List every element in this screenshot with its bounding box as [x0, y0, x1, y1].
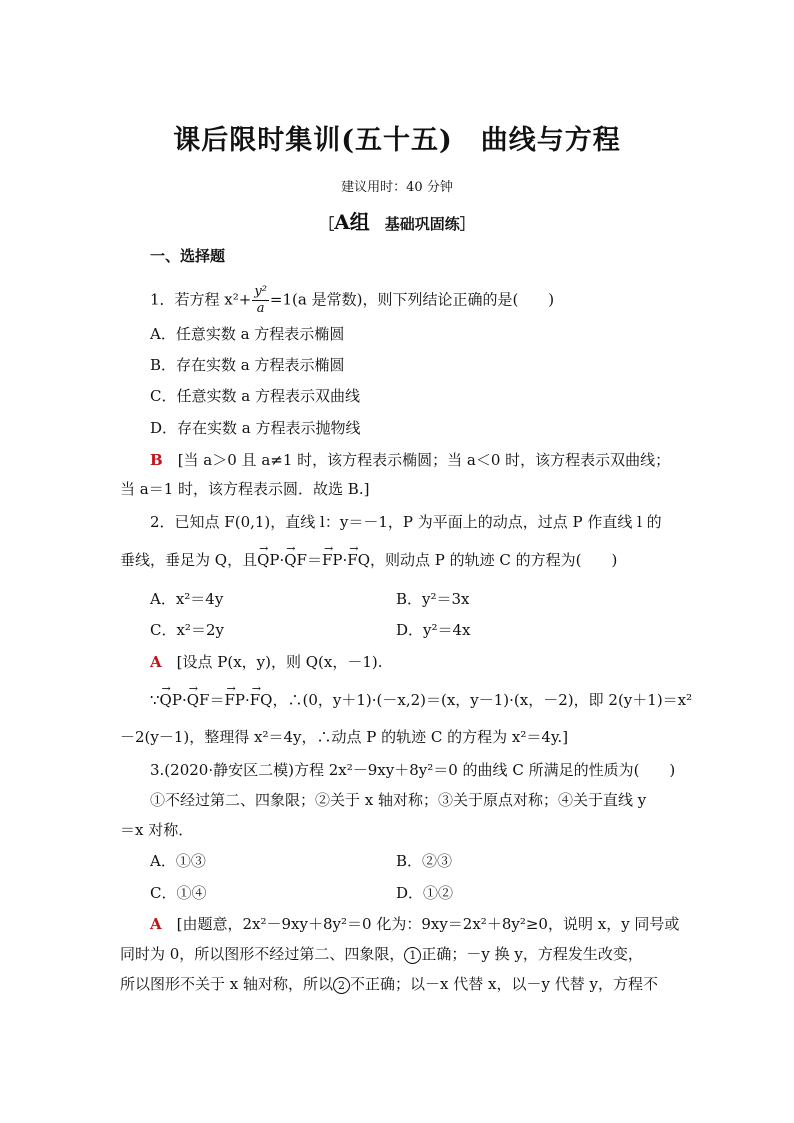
option-b: B．②③	[396, 852, 453, 870]
option-c: C．任意实数 a 方程表示双曲线	[150, 387, 360, 405]
answer-letter: A	[150, 653, 162, 671]
question-3: 3.(2020·静安区二模)方程 2x²－9xy＋8y²＝0 的曲线 C 所满足的性质为( )	[150, 761, 676, 779]
circled-number: 2	[333, 977, 350, 994]
option-d: D．①②	[396, 884, 454, 902]
option-b: B．存在实数 a 方程表示椭圆	[150, 356, 345, 374]
answer-1: B [当 a＞0 且 a≠1 时，该方程表示椭圆；当 a＜0 时，该方程表示双曲线；	[150, 451, 671, 469]
question-2-cont: 垂线，垂足为 Q，且→ QP·→ QF＝→ FP·→ FQ，则动点 P 的轨迹 C 的方程为( )	[120, 550, 617, 570]
option-a: A．x²＝4y	[150, 590, 224, 608]
option-a: A．任意实数 a 方程表示椭圆	[150, 325, 345, 343]
time-note: 建议用时：40 分钟	[341, 180, 453, 195]
page-title: 课后限时集训(五十五) 曲线与方程	[173, 125, 621, 156]
option-c: C．x²＝2y	[150, 621, 224, 639]
option-d: D．存在实数 a 方程表示抛物线	[150, 419, 361, 437]
answer-3-cont: 同时为 0，所以图形不经过第二、四象限， 1 正确；－y 换 y，方程发生改变，	[120, 945, 643, 963]
circled-number: 1	[404, 947, 421, 964]
answer-letter: B	[150, 451, 163, 469]
question-3-cont: ①不经过第二、四象限；②关于 x 轴对称；③关于原点对称；④关于直线 y	[150, 791, 647, 809]
question-1: 1．若方程 x²+ $\frac{\text{y²}}{a}$ =1(a 是常数)，则下列结论正确的是( )	[150, 284, 555, 316]
option-d: D．y²＝4x	[396, 621, 471, 639]
answer-2-cont2: －2(y－1)，整理得 x²＝4y，∴动点 P 的轨迹 C 的方程为 x²＝4y.]	[120, 728, 569, 746]
answer-3-cont2: 所以图形不关于 x 轴对称，所以 2 不正确；以－x 代替 x，以－y 代替 y，方程不	[120, 975, 658, 993]
answer-1-cont: 当 a＝1 时，该方程表示圆．故选 B.]	[120, 480, 370, 498]
question-3-cont2: ＝x 对称．	[120, 821, 194, 839]
question-2: 2．已知点 F(0,1)，直线 l：y＝－1，P 为平面上的动点，过点 P 作直线 l 的	[150, 513, 662, 531]
option-a: A．①③	[150, 852, 206, 870]
section-heading: 一、选择题	[150, 247, 226, 265]
option-c: C．①④	[150, 884, 207, 902]
fraction: $\frac{\text{y²}}{a}$	[254, 284, 267, 316]
group-heading: ［A组 基础巩固练］	[319, 210, 475, 234]
answer-2: A [设点 P(x，y)，则 Q(x，－1).	[150, 653, 383, 671]
answer-2-cont: ∵→ QP·→ QF＝→ FP·→ FQ，∴(0，y＋1)·(－x,2)＝(x，y－1)·(x，－2)，即 2(y＋1)＝x²	[150, 690, 692, 710]
option-b: B．y²＝3x	[396, 590, 470, 608]
answer-3: A [由题意，2x²－9xy＋8y²＝0 化为：9xy＝2x²＋8y²≥0，说明 x，y 同号或	[150, 915, 680, 933]
answer-letter: A	[150, 915, 162, 933]
